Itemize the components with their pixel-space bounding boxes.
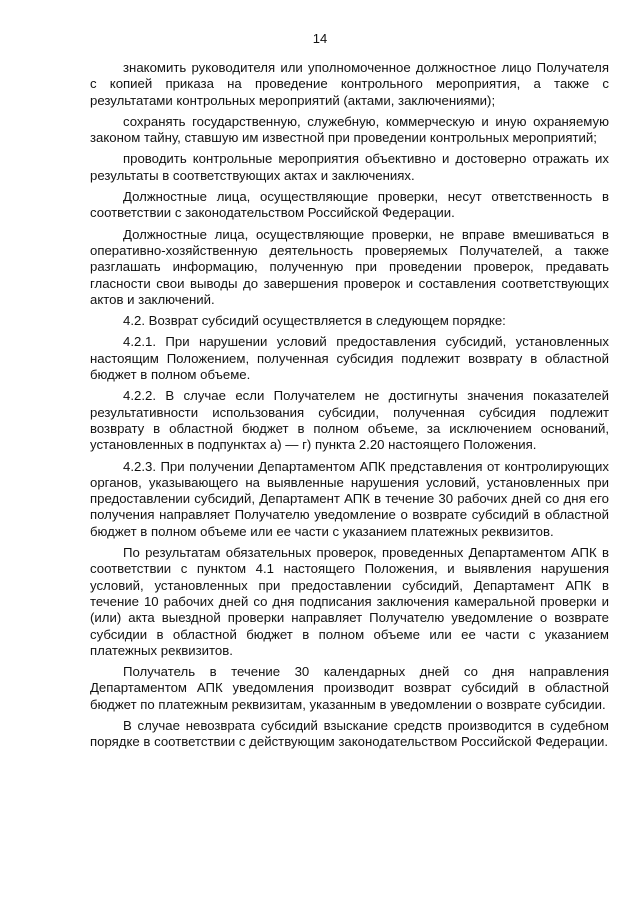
document-body: [90, 60, 609, 756]
paragraph: Должностные лица, осуществляющие проверки, несут ответственность в соответствии с законодательством Российской Федерации.: [90, 189, 609, 221]
paragraph: 4.2.2. В случае если Получателем не достигнуты значения показателей результативности использования субсидии, полученная субсидия подлежит возврату в областной бюджет в полном объеме, за исключением оснований, установленных в подпунктах а) — г) пункта 2.20 настоящего Положения.: [90, 388, 609, 453]
paragraph: сохранять государственную, служебную, коммерческую и иную охраняемую законом тайну, ставшую им известной при проведении контрольных мероприятий;: [90, 113, 609, 146]
paragraph-text: знакомить руководителя или уполномоченное должностное лицо Получателя с копией приказа на проведение контрольного мероприятия, а также с результатами контрольных мероприятий (актами, заключениями);: [90, 60, 609, 108]
paragraph: Получатель в течение 30 календарных дней со дня направления Департаментом АПК уведомления производит возврат субсидий в областной бюджет по платежным реквизитам, указанным в уведомлении о возврате субсидии.: [90, 664, 609, 712]
paragraph: Должностные лица, осуществляющие проверки, не вправе вмешиваться в оперативно-хозяйственную деятельность проверяемых Получателей, а также разглашать информацию, полученную при проведении проверок, предавать гласности свои выводы до завершения проверок и составления соответствующих актов и заключений.: [90, 226, 609, 307]
paragraph: проводить контрольные мероприятия объективно и достоверно отражать их результаты в соответствующих актах и заключениях.: [90, 151, 609, 183]
paragraph: 4.2.3. При получении Департаментом АПК представления от контролирующих органов, указывающего на выявленные нарушения условий, установленных при предоставлении субсидий, Департамент АПК в течение 30 рабочих дней со дня его получения направляет Получателю уведомление о возврате субсидий в областной бюджет в полном объеме или ее части с указанием платежных реквизитов.: [90, 458, 609, 539]
paragraph: 4.2.1. При нарушении условий предоставления субсидий, установленных настоящим Положением, полученная субсидия подлежит возврату в областной бюджет в полном объеме.: [90, 334, 609, 383]
page-number: 14: [312, 31, 328, 46]
paragraph: 4.2. Возврат субсидий осуществляется в следующем порядке:: [123, 313, 506, 329]
paragraph: [90, 60, 609, 109]
paragraph: По результатам обязательных проверок, проведенных Департаментом АПК в соответствии с пунктом 4.1 настоящего Положения, и выявления нарушения условий, установленных при предоставлении субсидий, Департамент АПК в течение 10 рабочих дней со дня подписания заключения камеральной проверки и (или) акта выездной проверки направляет Получателю уведомление о возврате субсидии в областной бюджет в полном объеме или ее части с указанием платежных реквизитов.: [90, 545, 609, 658]
paragraph: В случае невозврата субсидий взыскание средств производится в судебном порядке в соответствии с действующим законодательством Российской Федерации.: [90, 717, 609, 750]
